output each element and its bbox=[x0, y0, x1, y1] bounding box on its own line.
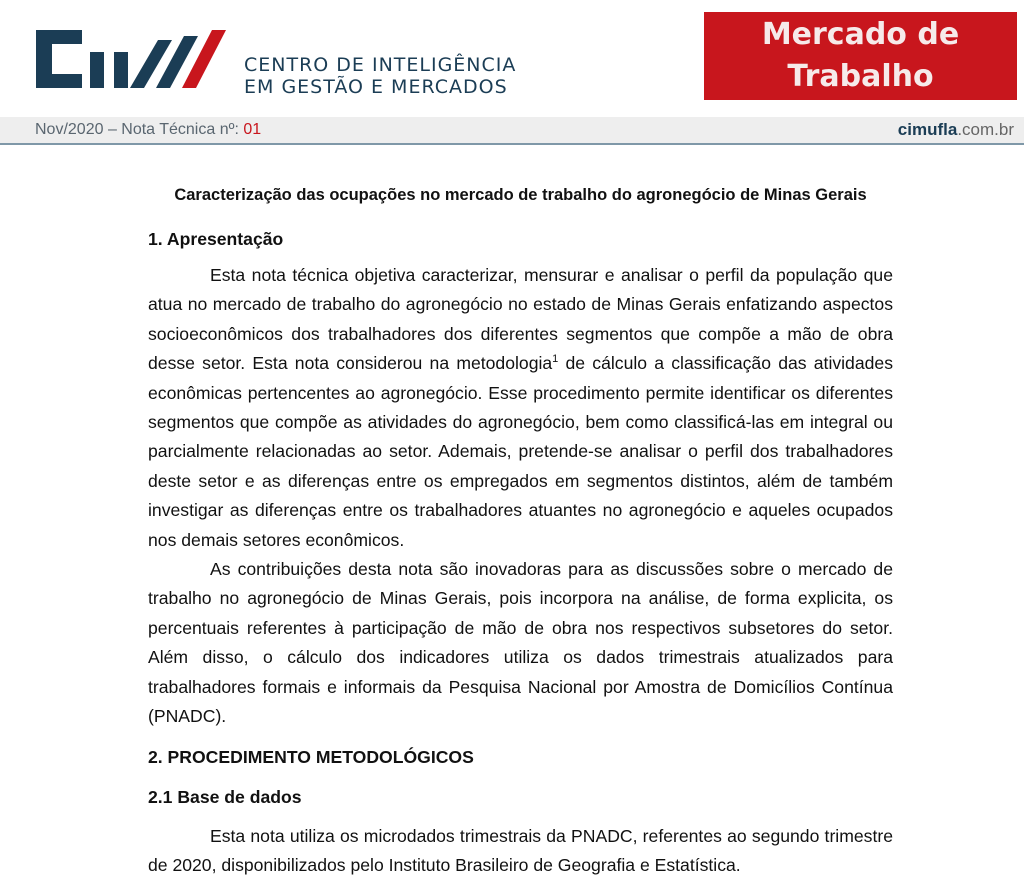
site-name-bold: cimufla bbox=[897, 120, 958, 139]
section-heading-procedimento: 2. PROCEDIMENTO METODOLÓGICOS bbox=[148, 746, 474, 767]
badge-line2: Trabalho bbox=[787, 59, 934, 94]
paragraph-2: As contribuições desta nota são inovadoras para as discussões sobre o mercado de trabalho no agronegócio de Minas Gerais, pois incorpora na análise, de forma explicita, os percentuais referentes à participação de mão de obra nos respectivos subsetores do setor. Além disso, o cálculo dos indicadores utiliza os dados trimestrais atualizados para trabalhadores formais e informais da Pesquisa Nacional por Amostra de Domicílios Contínua (PNADC). bbox=[148, 559, 893, 727]
note-date: Nov/2020 – Nota Técnica nº: bbox=[35, 121, 244, 138]
site-domain: .com.br bbox=[957, 120, 1014, 139]
badge-line1: Mercado de bbox=[761, 17, 960, 52]
paragraph-1-part-b: de cálculo a classificação das atividades econômicas pertencentes ao agronegócio. Esse procedimento permite identificar os diferentes segmentos que compõe as atividades do agronegócio, bem como classificá-las em integral ou parcialmente relacionadas ao setor. Ademais, pretende-se analisar o perfil dos trabalhadores deste setor e as diferenças entre os empregados em segmentos distintos, além de também investigar as diferenças entre os trabalhadores atuantes no agronegócio e aqueles ocupados nos demais setores econômicos. bbox=[148, 353, 893, 550]
cim-logo bbox=[32, 22, 232, 96]
note-info bbox=[35, 121, 261, 139]
document-body bbox=[148, 180, 893, 880]
paragraph-1 bbox=[148, 261, 893, 555]
footnote-marker[interactable]: 1 bbox=[552, 353, 559, 366]
section-heading-apresentacao: 1. Apresentação bbox=[148, 229, 284, 249]
org-name-line2: EM GESTÃO E MERCADOS bbox=[244, 76, 508, 98]
organization-name bbox=[244, 54, 516, 98]
site-link[interactable] bbox=[898, 120, 1014, 140]
paragraph-1-part-a: Esta nota técnica objetiva caracterizar, mensurar e analisar o perfil da população que atua no mercado de trabalho do agronegócio no estado de Minas Gerais enfatizando aspectos socioeconômicos dos trabalhadores dos diferentes segmentos que compõe a mão de obra desse setor. Esta nota considerou na metodologia bbox=[148, 265, 893, 374]
org-name-line1: CENTRO DE INTELIGÊNCIA bbox=[244, 54, 517, 76]
paragraph-3: Esta nota utiliza os microdados trimestrais da PNADC, referentes ao segundo trimestre de 2020, disponibilizados pelo Instituto Brasileiro de Geografia e Estatística. bbox=[148, 825, 893, 875]
note-number: 01 bbox=[243, 121, 262, 138]
document-title: Caracterização das ocupações no mercado de trabalho do agronegócio de Minas Gerais bbox=[174, 186, 867, 204]
subsection-heading-base-de-dados: 2.1 Base de dados bbox=[148, 786, 302, 807]
note-meta-bar bbox=[0, 117, 1024, 145]
category-badge bbox=[704, 12, 1017, 100]
